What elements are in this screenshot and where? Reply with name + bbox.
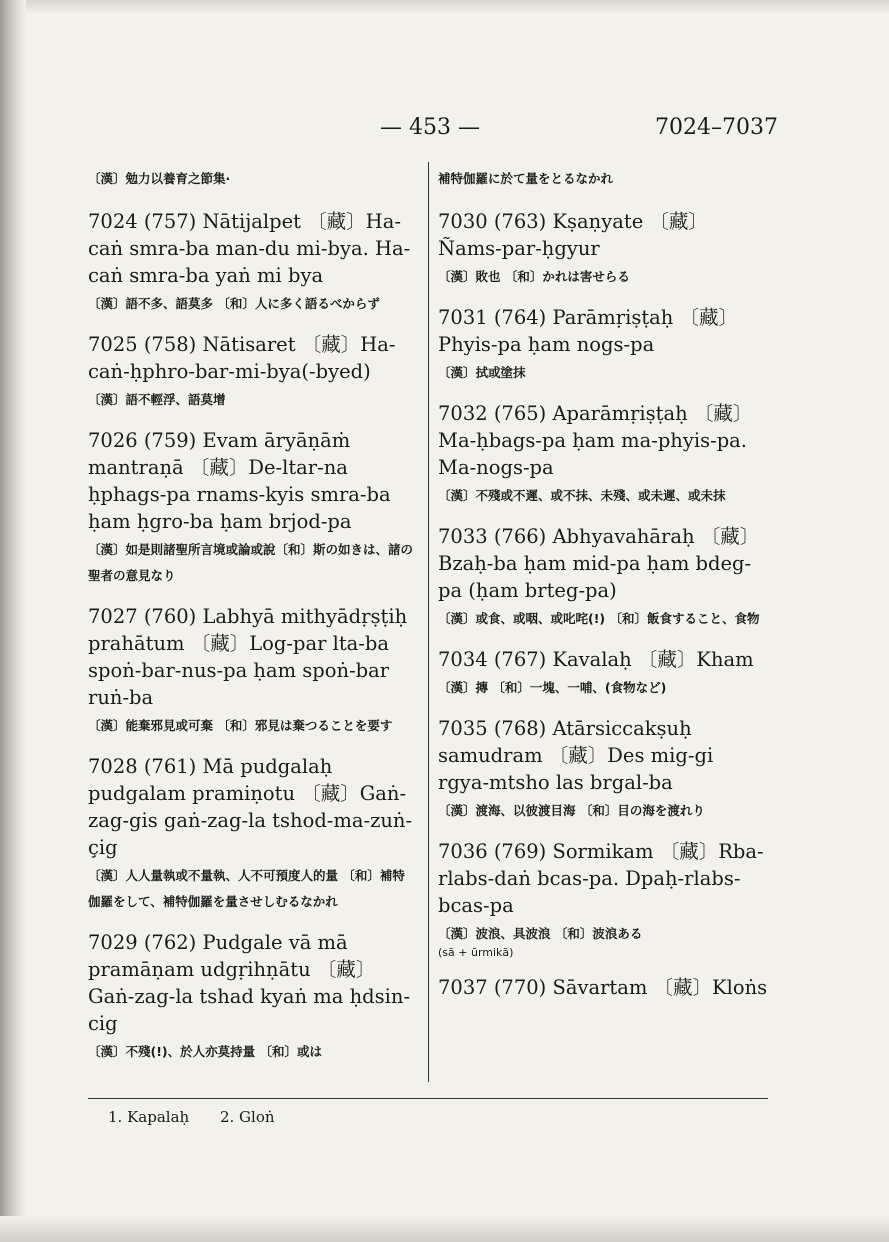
entry-range: 7024–7037 (655, 115, 778, 140)
dictionary-entry (88, 331, 416, 413)
left-column (88, 168, 416, 1079)
dictionary-entry (88, 427, 416, 589)
entry-translation: 〔漢〕能棄邪見或可棄 〔和〕邪見は棄つることを要す (88, 718, 393, 733)
entry-translation: 〔漢〕語不多、語莫多 〔和〕人に多く語るべからず (88, 296, 380, 311)
entry-headword: 7031 (764) Parāmṛiṣṭaḥ 〔藏〕Phyis-pa ḥam nogs-pa (438, 306, 739, 356)
dictionary-entry (88, 603, 416, 739)
page-edge-bottom (0, 1216, 889, 1242)
entry-headword: 7027 (760) Labhyā mithyādṛṣṭiḥ prahātum 〔藏〕Log-par lta-ba spoṅ-bar-nus-pa ḥam spoṅ-bar ruṅ-ba (88, 605, 408, 709)
entry-headword: 7034 (767) Kavalaḥ 〔藏〕Kham (438, 648, 754, 671)
entry-translation: 〔漢〕或食、或咽、或叱咤(!) 〔和〕飯食すること、食物 (438, 611, 760, 626)
entry-headword: 7026 (759) Evam āryāṇāṁ mantraṇā 〔藏〕De-ltar-na ḥphags-pa rnams-kyis smra-ba ḥam ḥgro-ba ḥam brjod-pa (88, 429, 391, 533)
entry-headword: 7033 (766) Abhyavahāraḥ 〔藏〕Bzaḥ-ba ḥam mid-pa ḥam bdeg-pa (ḥam brteg-pa) (438, 525, 760, 602)
entry-translation: 〔漢〕不殘(!)、於人亦莫持量 〔和〕或は (88, 1044, 322, 1059)
entry-translation: 〔漢〕語不輕浮、語莫增 (88, 392, 226, 407)
dictionary-entry (438, 974, 768, 1001)
entry-headword: 7029 (762) Pudgale vā mā pramāṇam udgṛihṇātu 〔藏〕Gaṅ-zag-la tshad kyaṅ ma ḥdsin-cig (88, 931, 411, 1035)
entry-headword: 7025 (758) Nātisaret 〔藏〕Ha-caṅ-ḥphro-bar-mi-bya(-byed) (88, 333, 396, 383)
entry-translation: 〔漢〕人人量執或不量執、人不可預度人的量 〔和〕補特伽羅をして、補特伽羅を量させしむるなかれ (88, 868, 405, 909)
dictionary-entry (438, 523, 768, 632)
column-divider (428, 162, 429, 1082)
footnote-1: 1. Kapalaḥ (108, 1108, 190, 1126)
entry-headword: 7024 (757) Nātijalpet 〔藏〕Ha-caṅ smra-ba man-du mi-bya. Ha-caṅ smra-ba yaṅ mi bya (88, 210, 411, 287)
entry-translation: 〔漢〕摶 〔和〕一塊、一哺、(食物など) (438, 680, 667, 695)
entry-translation: 〔漢〕敗也 〔和〕かれは害せらる (438, 269, 630, 284)
footnotes (108, 1108, 301, 1126)
entry-translation: 〔漢〕波浪、具波浪 〔和〕波浪ある (438, 926, 643, 941)
dictionary-entry (438, 208, 768, 290)
entry-etymology: (sā + ūrmikā) (438, 946, 514, 959)
entry-headword: 7036 (769) Sormikam 〔藏〕Rba-rlabs-daṅ bcas-pa. Dpaḥ-rlabs-bcas-pa (438, 840, 764, 917)
page-number: — 453 — (380, 115, 480, 140)
entry-headword: 7037 (770) Sāvartam 〔藏〕Kloṅs (438, 976, 768, 999)
footnote-rule (88, 1098, 768, 1099)
right-column (438, 168, 768, 1015)
dictionary-entry (438, 646, 768, 701)
footnote-2: 2. Gloṅ (219, 1108, 275, 1126)
entry-translation: 〔漢〕拭或塗抹 (438, 365, 526, 380)
entry-headword: 7032 (765) Aparāmṛiṣṭaḥ 〔藏〕Ma-ḥbags-pa ḥam ma-phyis-pa. Ma-nogs-pa (438, 402, 753, 479)
entry-translation: 〔漢〕如是則諸聖所言境或論或說〔和〕斯の如きは、諸の聖者の意見なり (88, 542, 414, 583)
entry-headword: 7028 (761) Mā pudgalaḥ pudgalam pramiṇotu 〔藏〕Gaṅ-zag-gis gaṅ-zag-la tshod-ma-zuṅ-çig (88, 755, 413, 859)
dictionary-entry (438, 304, 768, 386)
continued-note: 補特伽羅に於て量をとるなかれ (438, 171, 614, 186)
dictionary-entry (88, 753, 416, 915)
dictionary-entry (438, 715, 768, 824)
entry-headword: 7035 (768) Atārsiccakṣuḥ samudram 〔藏〕Des mig-gi rgya-mtsho las brgal-ba (438, 717, 714, 794)
page-edge-top (0, 0, 889, 14)
dictionary-entry (88, 208, 416, 317)
dictionary-entry (438, 400, 768, 509)
dictionary-entry (88, 929, 416, 1065)
entry-translation: 〔漢〕不殘或不遲、或不抹、未殘、或未遲、或未抹 (438, 488, 726, 503)
entry-headword: 7030 (763) Kṣaṇyate 〔藏〕Ñams-par-ḥgyur (438, 210, 708, 260)
dictionary-entry (438, 838, 768, 960)
book-binding-shadow (0, 0, 26, 1242)
continued-note: 〔漢〕勉力以養育之節集· (88, 171, 231, 186)
entry-translation: 〔漢〕渡海、以彼渡目海 〔和〕目の海を渡れり (438, 803, 705, 818)
